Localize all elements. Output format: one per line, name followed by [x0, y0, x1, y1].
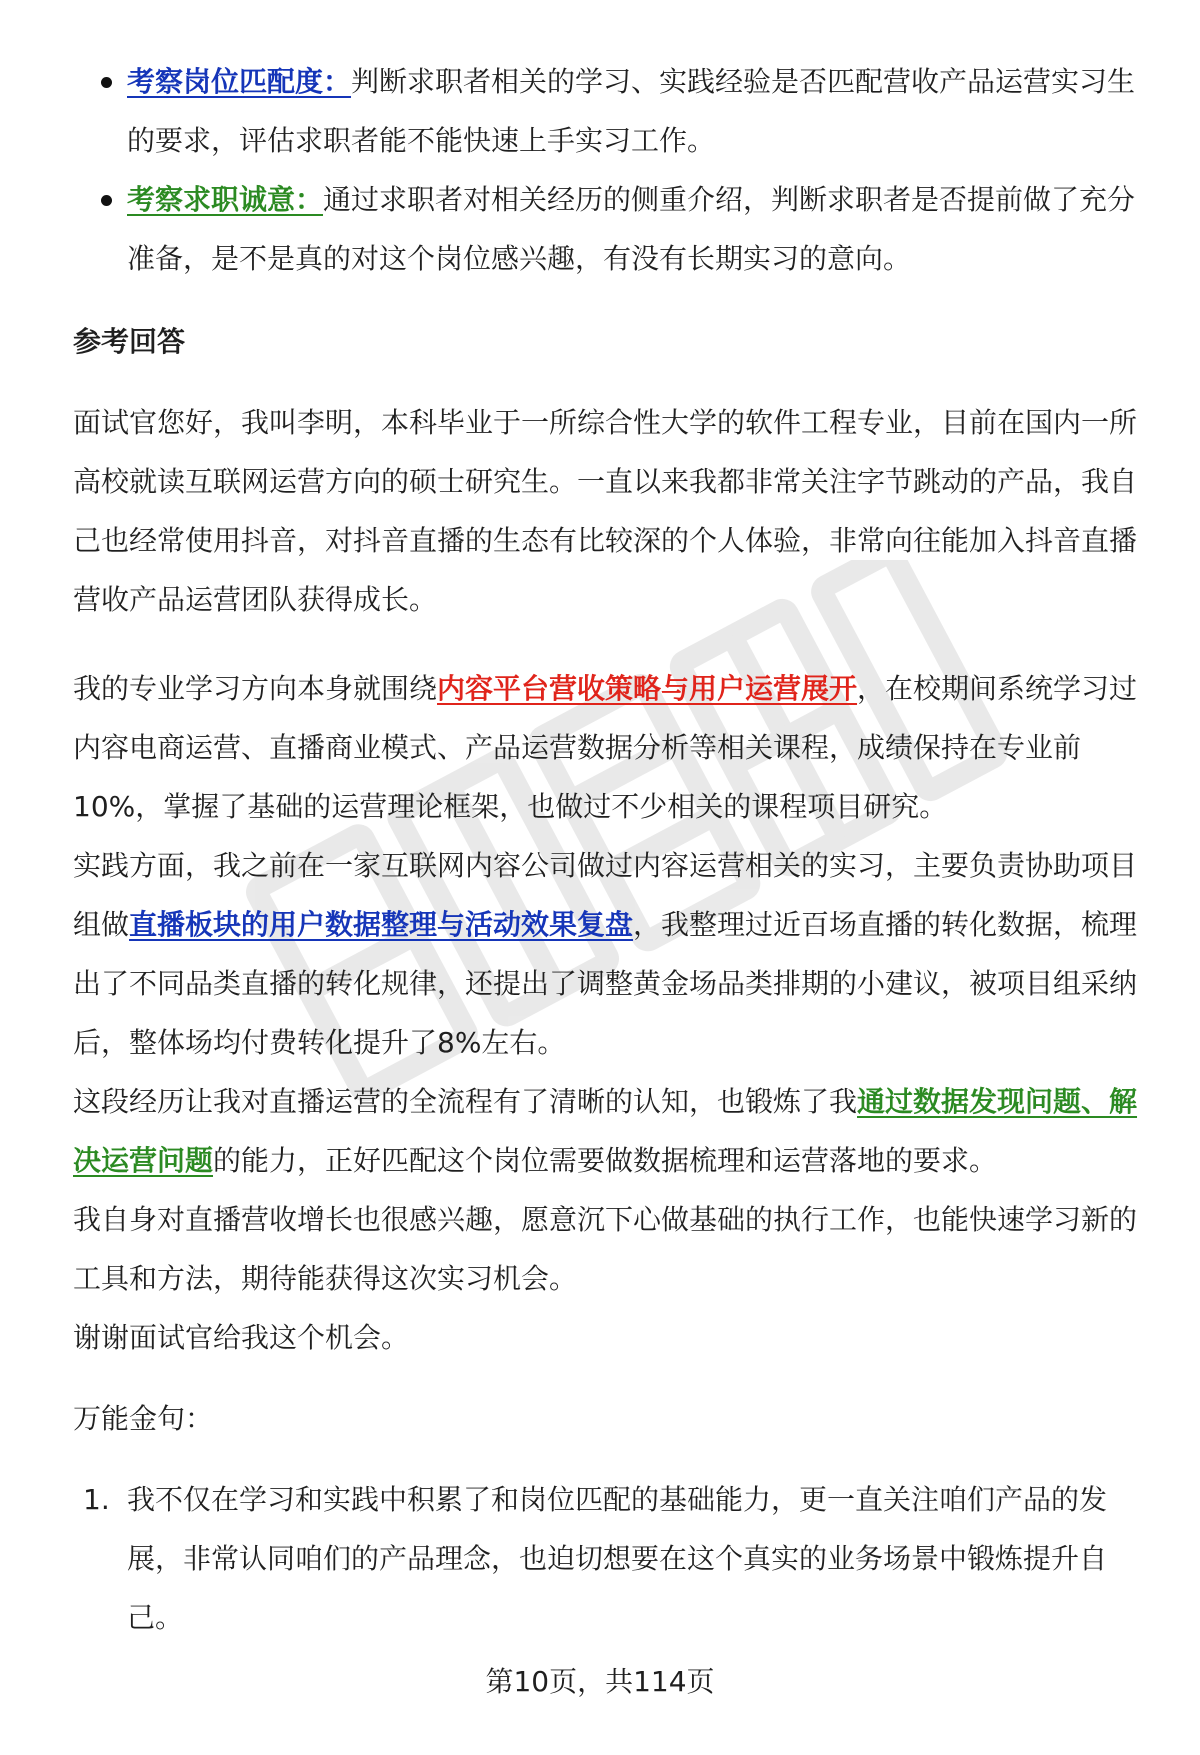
criteria-label: 考察求职诚意：	[127, 183, 324, 216]
paragraph-text: ，在校期间系统学习过内容电商运营、直播商业模式、产品运营数据分析等相关课程，成绩保持在专业前10%，掌握了基础的运营理论框架，也做过不少相关的课程项目研究。	[73, 672, 1138, 823]
criteria-label: 考察岗位匹配度：	[127, 65, 352, 98]
golden-heading: 万能金句：	[73, 1402, 214, 1435]
list-number: 1.	[83, 1483, 110, 1516]
paragraph-text: ，我整理过近百场直播的转化数据，梳理出了不同品类直播的转化规律，还提出了调整黄金场品类排期的小建议，被项目组采纳后，整体场均付费转化提升了8%左右。	[73, 908, 1138, 1059]
criteria-text: 判断求职者相关的学习、实践经验是否匹配营收产品运营实习生的要求，评估求职者能不能快速上手实习工作。	[127, 65, 1136, 157]
criteria-list	[73, 52, 1143, 288]
paragraph-text: 我的专业学习方向本身就围绕	[73, 672, 438, 705]
answer-paragraph-study	[73, 659, 1143, 836]
paragraph-text: 的能力，正好匹配这个岗位需要做数据梳理和运营落地的要求。	[213, 1144, 998, 1177]
answer-paragraph-practice	[73, 836, 1143, 1072]
list-item	[73, 170, 1143, 288]
answer-paragraph-reflection	[73, 1072, 1143, 1190]
list-item	[73, 1470, 1143, 1647]
bullet-dot-icon	[101, 195, 112, 206]
page-number: 第10页，共114页	[485, 1665, 715, 1698]
highlight-blue: 直播板块的用户数据整理与活动效果复盘	[129, 908, 634, 941]
page-content	[73, 52, 1143, 1647]
answer-paragraph-interest: 我自身对直播营收增长也很感兴趣，愿意沉下心做基础的执行工作，也能快速学习新的工具和方法，期待能获得这次实习机会。	[73, 1203, 1138, 1295]
bullet-dot-icon	[101, 77, 112, 88]
answer-heading: 参考回答	[73, 325, 186, 358]
answer-paragraph-intro: 面试官您好，我叫李明，本科毕业于一所综合性大学的软件工程专业，目前在国内一所高校就读互联网运营方向的硕士研究生。一直以来我都非常关注字节跳动的产品，我自己也经常使用抖音，对抖音直播的生态有比较深的个人体验，非常向往能加入抖音直播营收产品运营团队获得成长。	[73, 406, 1138, 616]
paragraph-text: 实践方面，我之前在一家互联网内容公司做过内容运营相关的实习，主要负责协助项目组做	[73, 849, 1138, 941]
list-item	[73, 52, 1143, 170]
paragraph-text: 这段经历让我对直播运营的全流程有了清晰的认知，也锻炼了我	[73, 1085, 858, 1118]
highlight-green: 通过数据发现问题、解决运营问题	[73, 1085, 1138, 1177]
golden-text: 我不仅在学习和实践中积累了和岗位匹配的基础能力，更一直关注咱们产品的发展，非常认同咱们的产品理念，也迫切想要在这个真实的业务场景中锻炼提升自己。	[127, 1483, 1108, 1634]
criteria-text: 通过求职者对相关经历的侧重介绍，判断求职者是否提前做了充分准备，是不是真的对这个岗位感兴趣，有没有长期实习的意向。	[127, 183, 1136, 275]
highlight-red: 内容平台营收策略与用户运营展开	[437, 672, 858, 705]
golden-list	[73, 1470, 1143, 1647]
answer-paragraph-thanks: 谢谢面试官给我这个机会。	[73, 1321, 410, 1354]
